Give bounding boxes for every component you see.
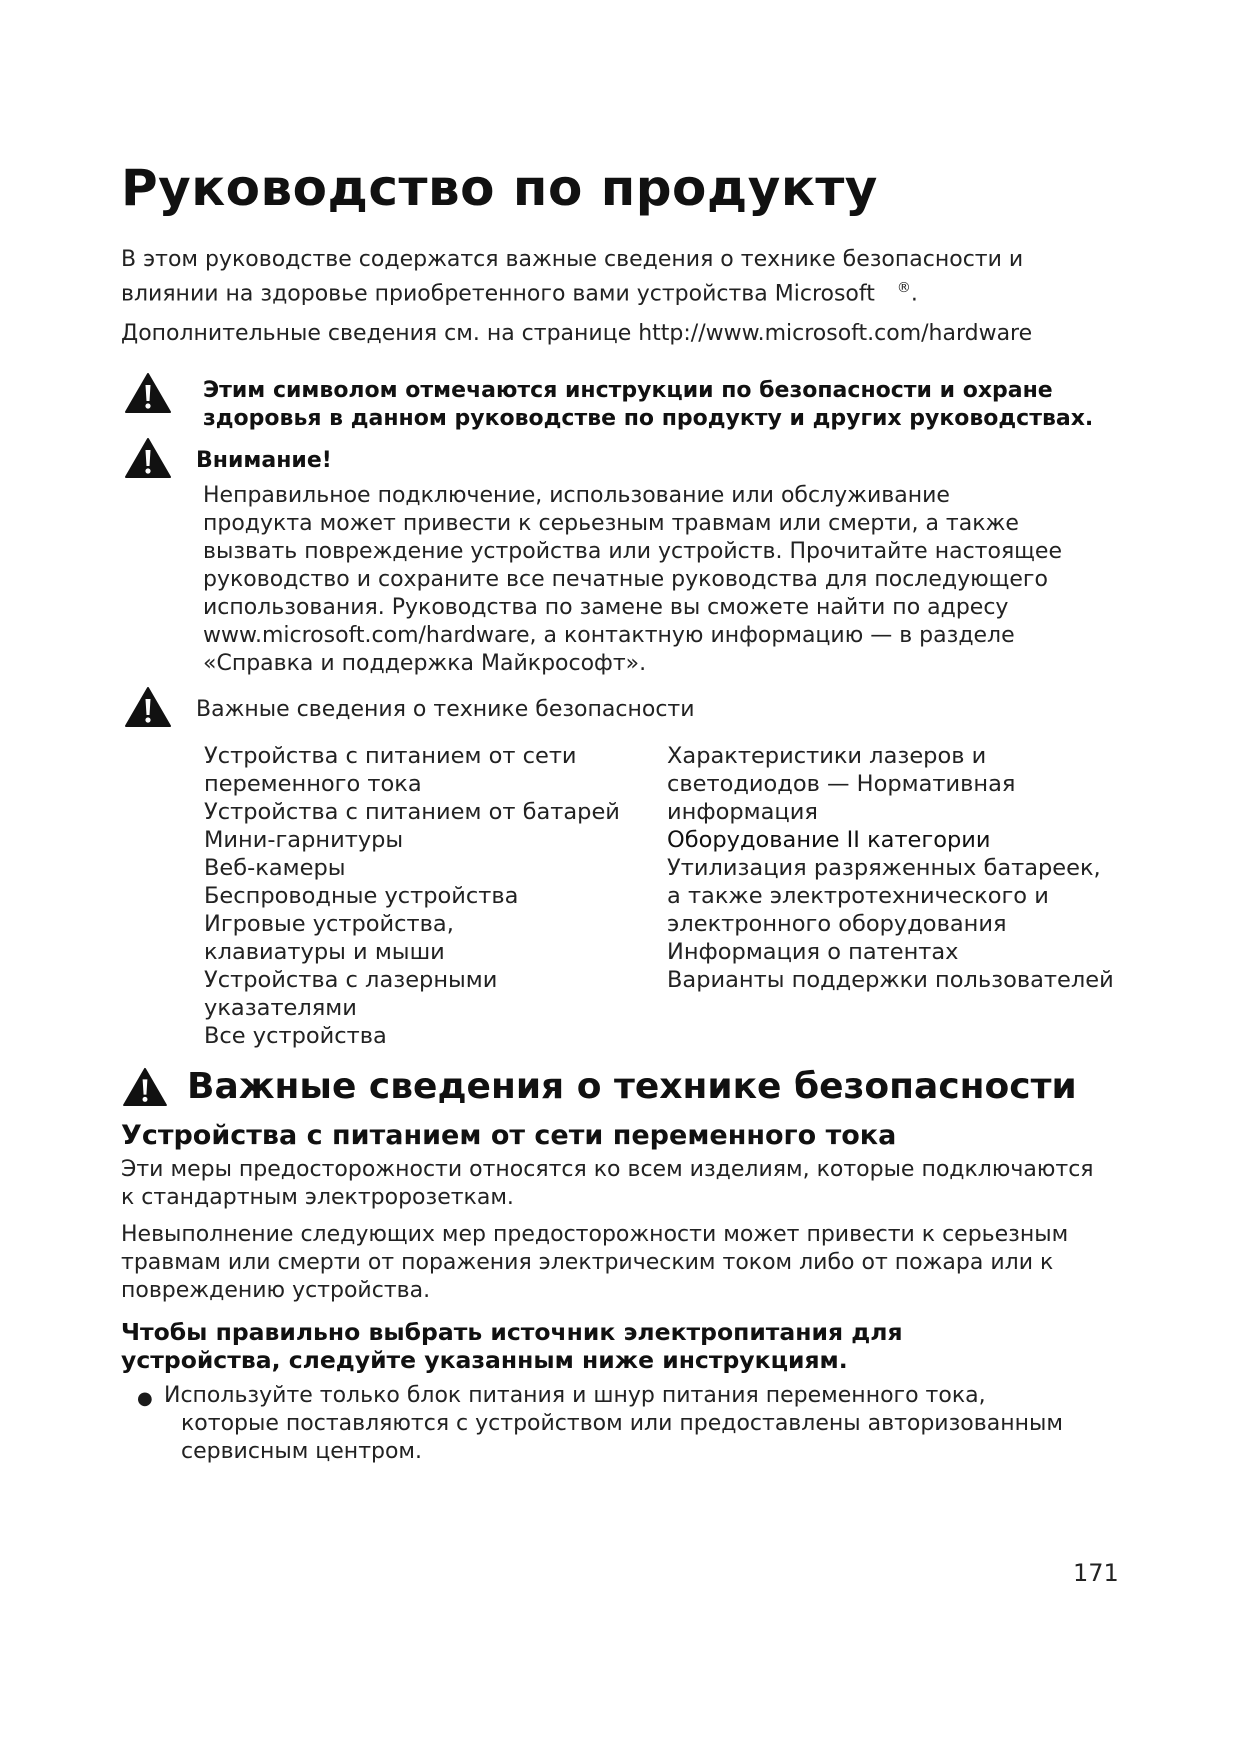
- warning-triangle-icon: [122, 1067, 168, 1107]
- trademark-symbol: ®: [896, 280, 911, 296]
- toc-item: Устройства с питанием от батарей: [204, 799, 620, 825]
- instruction-heading: [121, 1318, 1121, 1374]
- bullet-icon: ●: [137, 1388, 153, 1409]
- bullet-line: которые поставляются с устройством или предоставлены авторизованным: [181, 1411, 1063, 1436]
- toc-item: Мини-гарнитуры: [204, 827, 404, 853]
- paragraph-line: к стандартным электророзеткам.: [121, 1185, 514, 1210]
- attention-line: «Справка и поддержка Майкрософт».: [203, 651, 647, 676]
- symbol-legend: [203, 377, 1123, 433]
- page-title: Руководство по продукту: [121, 159, 878, 217]
- warning-triangle-icon: [124, 437, 172, 479]
- intro-paragraph: [121, 246, 1121, 308]
- toc-item: Информация о патентах: [667, 939, 959, 965]
- legend-line: Этим символом отмечаются инструкции по безопасности и охране: [203, 378, 1053, 403]
- toc-item: Оборудование II категории: [667, 827, 991, 853]
- section-paragraph-2: [121, 1221, 1121, 1305]
- toc-item: Игровые устройства,: [204, 911, 454, 937]
- attention-line: продукта может привести к серьезным травмам или смерти, а также: [203, 511, 1019, 536]
- toc-item: Веб-камеры: [204, 855, 346, 881]
- attention-line: вызвать повреждение устройства или устройств. Прочитайте настоящее: [203, 539, 1062, 564]
- bullet-line: Используйте только блок питания и шнур питания переменного тока,: [164, 1383, 986, 1408]
- heading-line: Чтобы правильно выбрать источник электропитания для: [121, 1318, 903, 1346]
- toc-item: информация: [667, 799, 818, 825]
- attention-line: Неправильное подключение, использование или обслуживание: [203, 483, 950, 508]
- toc-item: Беспроводные устройства: [204, 883, 519, 909]
- toc-item: Устройства с питанием от сети: [204, 743, 577, 769]
- toc-item: электронного оборудования: [667, 911, 1007, 937]
- legend-line: здоровья в данном руководстве по продукту и других руководствах.: [203, 406, 1094, 431]
- more-info-text: Дополнительные сведения см. на странице http://www.microsoft.com/hardware: [121, 321, 1033, 346]
- attention-line: www.microsoft.com/hardware, а контактную информацию — в разделе: [203, 623, 1015, 648]
- section-heading: Важные сведения о технике безопасности: [187, 1066, 1077, 1107]
- subsection-heading: Устройства с питанием от сети переменного тока: [121, 1120, 897, 1151]
- page-number: 171: [1073, 1559, 1119, 1587]
- attention-title: Внимание!: [196, 448, 332, 473]
- toc-item: Варианты поддержки пользователей: [667, 967, 1114, 993]
- paragraph-line: Невыполнение следующих мер предосторожности может привести к серьезным: [121, 1222, 1069, 1247]
- attention-line: руководство и сохраните все печатные руководства для последующего: [203, 567, 1048, 592]
- attention-line: использования. Руководства по замене вы сможете найти по адресу: [203, 595, 1009, 620]
- toc-item: клавиатуры и мыши: [204, 939, 445, 965]
- heading-line: устройства, следуйте указанным ниже инструкциям.: [121, 1346, 848, 1374]
- toc-item: Устройства с лазерными: [204, 967, 498, 993]
- toc-item: светодиодов — Нормативная: [667, 771, 1016, 797]
- toc-item: Характеристики лазеров и: [667, 743, 987, 769]
- paragraph-line: травмам или смерти от поражения электрическим током либо от пожара или к: [121, 1250, 1054, 1275]
- paragraph-line: повреждению устройства.: [121, 1278, 431, 1303]
- toc-item: а также электротехнического и: [667, 883, 1049, 909]
- toc-item: Утилизация разряженных батареек,: [667, 855, 1101, 881]
- toc-right-column: [667, 742, 1114, 994]
- section-paragraph-1: [121, 1156, 1121, 1212]
- toc-item: переменного тока: [204, 771, 422, 797]
- safety-contents-label: Важные сведения о технике безопасности: [196, 697, 695, 722]
- warning-triangle-icon: [124, 686, 172, 728]
- bullet-line: сервисным центром.: [181, 1439, 423, 1464]
- toc-left-column: [204, 742, 620, 1050]
- intro-line: влиянии на здоровье приобретенного вами устройства Microsoft ®.: [121, 280, 918, 307]
- paragraph-line: Эти меры предосторожности относятся ко всем изделиям, которые подключаются: [121, 1157, 1094, 1182]
- warning-triangle-icon: [124, 372, 172, 414]
- intro-line: В этом руководстве содержатся важные сведения о технике безопасности и: [121, 247, 1024, 272]
- attention-body: [203, 482, 1103, 678]
- toc-item: Все устройства: [204, 1023, 387, 1049]
- toc-item: указателями: [204, 995, 357, 1021]
- bullet-continuation: [181, 1410, 1121, 1466]
